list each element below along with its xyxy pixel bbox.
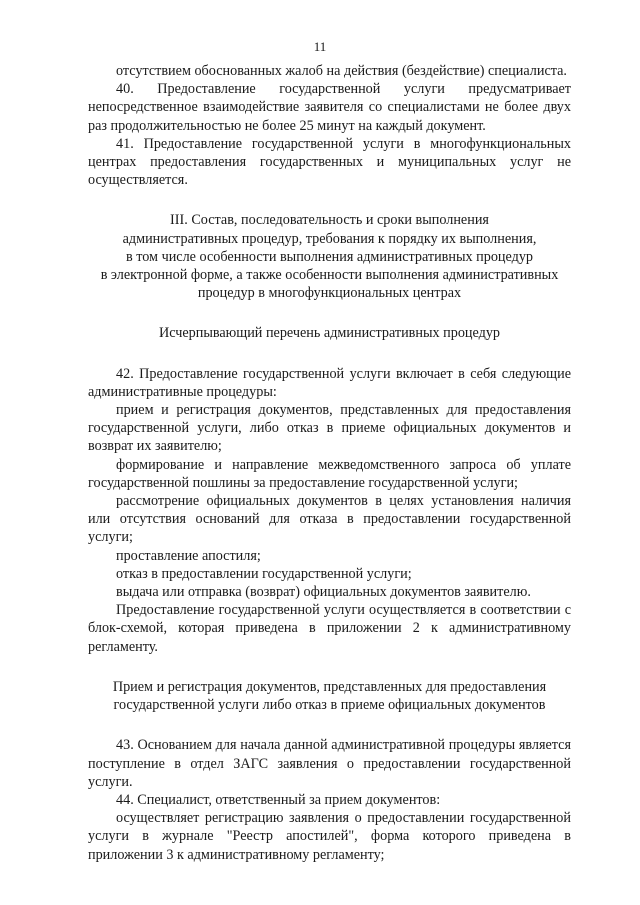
subheading-line: государственной услуги либо отказ в приеме официальных документов <box>113 697 546 714</box>
subheading-procedures-list: Исчерпывающий перечень административных процедур <box>158 325 501 342</box>
paragraph: отсутствием обоснованных жалоб на действия (бездействие) специалиста. <box>116 63 567 79</box>
list-item: проставление апостиля; <box>116 547 261 564</box>
document-body <box>88 62 571 864</box>
paragraph-43: 43. Основанием для начала данной административной процедуры является поступление в отдел ЗАГС заявления о предоставлении государственной услуги. <box>88 737 571 790</box>
list-item: отказ в предоставлении государственной услуги; <box>116 565 412 582</box>
subheading-reception <box>88 678 571 714</box>
paragraph: Предоставление государственной услуги осуществляется в соответствии с блок-схемой, которая приведена в приложении 2 к административному регламенту. <box>88 602 571 655</box>
page-number: 11 <box>313 39 327 54</box>
paragraph-44: 44. Специалист, ответственный за прием документов: <box>116 791 441 808</box>
list-item: выдача или отправка (возврат) официальных документов заявителю. <box>116 584 531 601</box>
section-heading-line: в электронной форме, а также особенности выполнения административных <box>100 267 559 284</box>
list-item: осуществляет регистрацию заявления о предоставлении государственной услуги в журнале "Реестр апостилей", форма которого приведена в приложении 3 к административному регламенту; <box>88 810 571 863</box>
section-heading-line: в том числе особенности выполнения административных процедур <box>125 248 534 265</box>
paragraph-42: 42. Предоставление государственной услуги включает в себя следующие административные процедуры: <box>88 365 571 400</box>
paragraph-41: 41. Предоставление государственной услуги в многофункциональных центрах предоставления государственных и муниципальных услуг не осуществляется. <box>88 135 571 189</box>
list-item: рассмотрение официальных документов в целях установления наличия или отсутствия оснований для отказа в предоставлении государственной услуги; <box>88 493 571 546</box>
section-heading-line: III. Состав, последовательность и сроки выполнения <box>170 212 489 229</box>
section-heading-line: административных процедур, требования к порядку их выполнения, <box>122 230 537 247</box>
section-heading <box>88 211 571 302</box>
list-item: формирование и направление межведомственного запроса об уплате государственной пошлины за предоставление государственной услуги; <box>88 456 571 491</box>
list-item: прием и регистрация документов, представленных для предоставления государственной услуги, либо отказ в приеме официальных документов и возврат их заявителю; <box>88 402 571 455</box>
section-heading-line: процедур в многофункциональных центрах <box>197 285 462 302</box>
paragraph-40: 40. Предоставление государственной услуги предусматривает непосредственное взаимодействие заявителя со специалистами не более двух раз продолжительностью не более 25 минут на каждый документ. <box>88 81 571 134</box>
subheading-line: Прием и регистрация документов, представленных для предоставления <box>112 678 547 695</box>
